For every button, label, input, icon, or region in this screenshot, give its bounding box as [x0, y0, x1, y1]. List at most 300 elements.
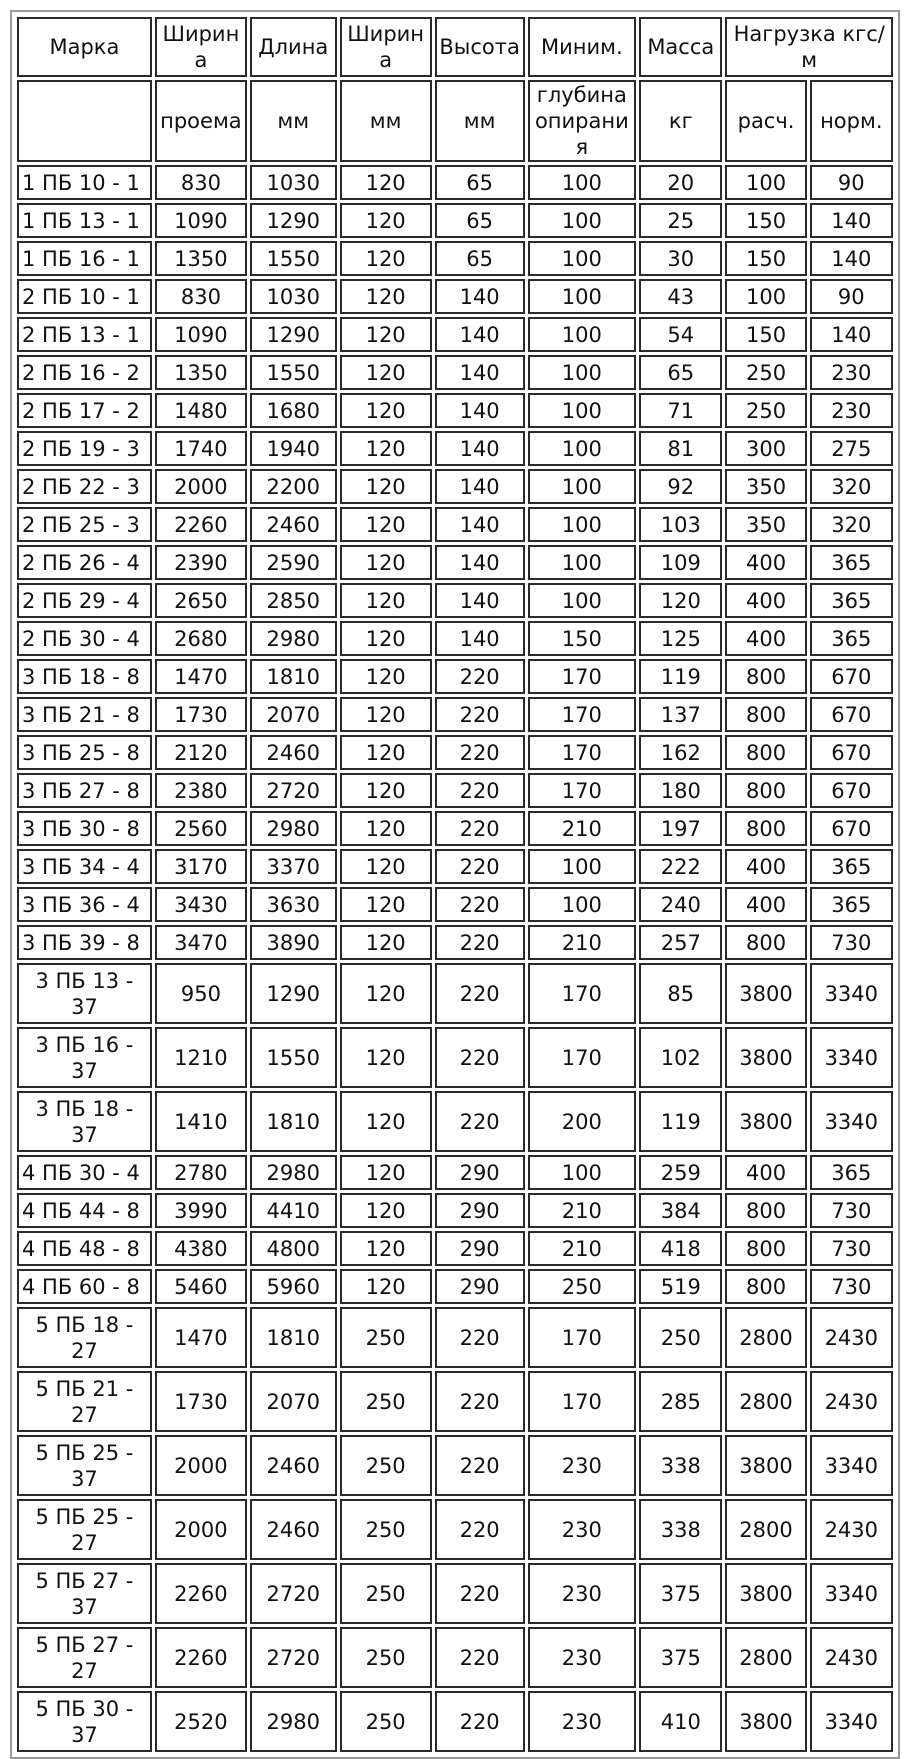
table-row [17, 887, 893, 922]
table-row [17, 697, 893, 732]
header-cell: Длина [250, 17, 337, 77]
table-cell: 320 [810, 507, 893, 542]
spec-table-container [10, 10, 900, 1759]
table-row [17, 1627, 893, 1688]
mark-cell: 3 ПБ 18 - 37 [17, 1091, 152, 1152]
table-cell: 950 [155, 963, 247, 1024]
table-cell: 2200 [250, 469, 337, 504]
table-cell: 100 [528, 393, 637, 428]
table-cell: 365 [810, 887, 893, 922]
table-cell: 2800 [725, 1371, 806, 1432]
table-cell: 350 [725, 469, 806, 504]
table-cell: 30 [639, 241, 722, 276]
table-cell: 375 [639, 1627, 722, 1688]
table-cell: 1730 [155, 1371, 247, 1432]
table-cell: 100 [528, 849, 637, 884]
table-cell: 1940 [250, 431, 337, 466]
table-cell: 3340 [810, 963, 893, 1024]
table-row [17, 393, 893, 428]
table-cell: 230 [528, 1627, 637, 1688]
header-row-1 [17, 17, 893, 77]
table-cell: 250 [528, 1269, 637, 1304]
table-row [17, 1027, 893, 1088]
table-cell: 365 [810, 1155, 893, 1190]
table-cell: 1740 [155, 431, 247, 466]
table-cell: 100 [528, 469, 637, 504]
table-row [17, 773, 893, 808]
table-cell: 220 [435, 811, 525, 846]
table-cell: 800 [725, 811, 806, 846]
table-cell: 2850 [250, 583, 337, 618]
table-cell: 800 [725, 1193, 806, 1228]
table-cell: 197 [639, 811, 722, 846]
table-cell: 100 [528, 241, 637, 276]
table-cell: 3340 [810, 1691, 893, 1752]
table-cell: 2680 [155, 621, 247, 656]
table-row [17, 1193, 893, 1228]
table-row [17, 355, 893, 390]
mark-cell: 3 ПБ 39 - 8 [17, 925, 152, 960]
table-cell: 1030 [250, 165, 337, 200]
header-cell: расч. [725, 80, 806, 162]
table-cell: 230 [528, 1435, 637, 1496]
table-cell: 2980 [250, 621, 337, 656]
table-cell: 220 [435, 1563, 525, 1624]
table-cell: 3470 [155, 925, 247, 960]
table-cell: 250 [340, 1435, 432, 1496]
table-row [17, 165, 893, 200]
table-cell: 220 [435, 1027, 525, 1088]
table-cell: 1470 [155, 659, 247, 694]
table-row [17, 1371, 893, 1432]
table-cell: 250 [340, 1627, 432, 1688]
table-cell: 3340 [810, 1091, 893, 1152]
table-cell: 670 [810, 697, 893, 732]
table-cell: 65 [435, 241, 525, 276]
mark-cell: 3 ПБ 18 - 8 [17, 659, 152, 694]
header-cell: глубина опирания [528, 80, 637, 162]
table-cell: 2780 [155, 1155, 247, 1190]
table-cell: 2000 [155, 1499, 247, 1560]
table-cell: 250 [340, 1563, 432, 1624]
table-cell: 140 [435, 279, 525, 314]
table-row [17, 545, 893, 580]
table-cell: 3890 [250, 925, 337, 960]
table-row [17, 1499, 893, 1560]
table-row [17, 1155, 893, 1190]
table-cell: 800 [725, 735, 806, 770]
table-cell: 1550 [250, 355, 337, 390]
table-row [17, 507, 893, 542]
header-cell: кг [639, 80, 722, 162]
table-cell: 150 [725, 317, 806, 352]
table-cell: 1030 [250, 279, 337, 314]
table-cell: 150 [528, 621, 637, 656]
table-cell: 220 [435, 1435, 525, 1496]
table-cell: 290 [435, 1269, 525, 1304]
table-cell: 2720 [250, 1627, 337, 1688]
table-cell: 2120 [155, 735, 247, 770]
mark-cell: 3 ПБ 36 - 4 [17, 887, 152, 922]
mark-cell: 2 ПБ 19 - 3 [17, 431, 152, 466]
table-cell: 140 [810, 203, 893, 238]
table-cell: 120 [340, 507, 432, 542]
table-cell: 230 [810, 393, 893, 428]
mark-cell: 4 ПБ 30 - 4 [17, 1155, 152, 1190]
header-cell: Марка [17, 17, 152, 77]
table-row [17, 583, 893, 618]
table-cell: 3630 [250, 887, 337, 922]
table-row [17, 849, 893, 884]
table-cell: 170 [528, 1027, 637, 1088]
table-cell: 220 [435, 1499, 525, 1560]
table-cell: 65 [435, 203, 525, 238]
table-cell: 3170 [155, 849, 247, 884]
table-cell: 137 [639, 697, 722, 732]
table-cell: 103 [639, 507, 722, 542]
table-cell: 120 [340, 1269, 432, 1304]
table-cell: 220 [435, 735, 525, 770]
table-cell: 140 [435, 393, 525, 428]
table-cell: 100 [528, 431, 637, 466]
mark-cell: 2 ПБ 16 - 2 [17, 355, 152, 390]
table-row [17, 1091, 893, 1152]
table-cell: 81 [639, 431, 722, 466]
table-cell: 2460 [250, 735, 337, 770]
table-cell: 140 [435, 545, 525, 580]
table-cell: 2800 [725, 1499, 806, 1560]
table-row [17, 431, 893, 466]
table-cell: 800 [725, 659, 806, 694]
table-cell: 120 [340, 317, 432, 352]
mark-cell: 2 ПБ 13 - 1 [17, 317, 152, 352]
table-cell: 800 [725, 925, 806, 960]
table-cell: 670 [810, 773, 893, 808]
table-cell: 250 [340, 1371, 432, 1432]
table-cell: 120 [340, 545, 432, 580]
mark-cell: 1 ПБ 16 - 1 [17, 241, 152, 276]
table-cell: 800 [725, 1269, 806, 1304]
table-cell: 2800 [725, 1627, 806, 1688]
table-cell: 2390 [155, 545, 247, 580]
table-cell: 240 [639, 887, 722, 922]
header-cell: норм. [810, 80, 893, 162]
table-cell: 1470 [155, 1307, 247, 1368]
table-cell: 2260 [155, 1563, 247, 1624]
table-cell: 230 [810, 355, 893, 390]
table-cell: 3800 [725, 1691, 806, 1752]
table-cell: 2460 [250, 1499, 337, 1560]
mark-cell: 4 ПБ 60 - 8 [17, 1269, 152, 1304]
table-cell: 365 [810, 849, 893, 884]
mark-cell: 3 ПБ 16 - 37 [17, 1027, 152, 1088]
table-cell: 120 [340, 925, 432, 960]
table-cell: 2980 [250, 811, 337, 846]
table-cell: 120 [340, 963, 432, 1024]
table-cell: 400 [725, 583, 806, 618]
table-cell: 3990 [155, 1193, 247, 1228]
table-cell: 140 [435, 469, 525, 504]
table-cell: 400 [725, 1155, 806, 1190]
table-cell: 290 [435, 1193, 525, 1228]
table-cell: 120 [340, 203, 432, 238]
table-cell: 120 [340, 1231, 432, 1266]
table-cell: 90 [810, 165, 893, 200]
table-cell: 2800 [725, 1307, 806, 1368]
table-cell: 3340 [810, 1563, 893, 1624]
table-cell: 90 [810, 279, 893, 314]
table-row [17, 1435, 893, 1496]
table-cell: 2720 [250, 1563, 337, 1624]
table-cell: 1290 [250, 963, 337, 1024]
table-cell: 140 [435, 317, 525, 352]
table-cell: 2430 [810, 1499, 893, 1560]
table-cell: 3370 [250, 849, 337, 884]
table-cell: 210 [528, 1231, 637, 1266]
mark-cell: 5 ПБ 27 - 37 [17, 1563, 152, 1624]
table-cell: 220 [435, 887, 525, 922]
table-cell: 1810 [250, 1307, 337, 1368]
table-cell: 3800 [725, 963, 806, 1024]
table-cell: 400 [725, 887, 806, 922]
table-cell: 220 [435, 963, 525, 1024]
table-cell: 1550 [250, 1027, 337, 1088]
table-cell: 100 [528, 507, 637, 542]
table-cell: 71 [639, 393, 722, 428]
table-cell: 2430 [810, 1627, 893, 1688]
table-cell: 100 [528, 279, 637, 314]
mark-cell: 5 ПБ 27 - 27 [17, 1627, 152, 1688]
table-row [17, 659, 893, 694]
header-cell: Ширина [155, 17, 247, 77]
table-cell: 400 [725, 621, 806, 656]
table-cell: 120 [340, 469, 432, 504]
mark-cell: 5 ПБ 25 - 37 [17, 1435, 152, 1496]
table-row [17, 925, 893, 960]
table-cell: 65 [639, 355, 722, 390]
table-cell: 109 [639, 545, 722, 580]
table-cell: 100 [528, 583, 637, 618]
table-cell: 1290 [250, 317, 337, 352]
table-cell: 120 [340, 697, 432, 732]
table-row [17, 811, 893, 846]
mark-cell: 2 ПБ 26 - 4 [17, 545, 152, 580]
table-row [17, 469, 893, 504]
table-cell: 2460 [250, 507, 337, 542]
table-cell: 730 [810, 1231, 893, 1266]
table-cell: 2070 [250, 697, 337, 732]
table-cell: 140 [810, 241, 893, 276]
table-cell: 220 [435, 1691, 525, 1752]
table-row [17, 1307, 893, 1368]
table-cell: 250 [725, 355, 806, 390]
table-cell: 120 [340, 849, 432, 884]
table-cell: 230 [528, 1499, 637, 1560]
header-cell: Высота [435, 17, 525, 77]
table-cell: 25 [639, 203, 722, 238]
table-row [17, 241, 893, 276]
table-cell: 170 [528, 963, 637, 1024]
table-cell: 170 [528, 735, 637, 770]
mark-cell: 5 ПБ 25 - 27 [17, 1499, 152, 1560]
table-cell: 3800 [725, 1091, 806, 1152]
table-cell: 170 [528, 1371, 637, 1432]
table-cell: 140 [435, 507, 525, 542]
table-cell: 2380 [155, 773, 247, 808]
table-cell: 730 [810, 1269, 893, 1304]
table-cell: 1350 [155, 355, 247, 390]
header-cell: мм [340, 80, 432, 162]
table-cell: 100 [528, 165, 637, 200]
table-cell: 4800 [250, 1231, 337, 1266]
mark-cell: 3 ПБ 34 - 4 [17, 849, 152, 884]
mark-cell: 3 ПБ 30 - 8 [17, 811, 152, 846]
table-cell: 285 [639, 1371, 722, 1432]
table-cell: 100 [528, 355, 637, 390]
mark-cell: 4 ПБ 44 - 8 [17, 1193, 152, 1228]
table-cell: 365 [810, 545, 893, 580]
table-cell: 1350 [155, 241, 247, 276]
table-row [17, 1231, 893, 1266]
mark-cell: 1 ПБ 10 - 1 [17, 165, 152, 200]
mark-cell: 3 ПБ 21 - 8 [17, 697, 152, 732]
table-cell: 100 [528, 203, 637, 238]
table-cell: 170 [528, 697, 637, 732]
table-cell: 1730 [155, 697, 247, 732]
table-cell: 3430 [155, 887, 247, 922]
table-cell: 290 [435, 1155, 525, 1190]
table-cell: 257 [639, 925, 722, 960]
table-cell: 100 [528, 317, 637, 352]
table-cell: 120 [340, 241, 432, 276]
table-cell: 3800 [725, 1027, 806, 1088]
table-cell: 170 [528, 773, 637, 808]
header-cell: мм [435, 80, 525, 162]
table-cell: 400 [725, 545, 806, 580]
table-cell: 140 [435, 355, 525, 390]
header-cell: Ширина [340, 17, 432, 77]
table-cell: 170 [528, 1307, 637, 1368]
table-cell: 2000 [155, 469, 247, 504]
table-cell: 100 [528, 1155, 637, 1190]
table-cell: 230 [528, 1691, 637, 1752]
table-cell: 2070 [250, 1371, 337, 1432]
table-cell: 120 [340, 1091, 432, 1152]
mark-cell: 2 ПБ 29 - 4 [17, 583, 152, 618]
table-cell: 100 [725, 165, 806, 200]
table-cell: 3340 [810, 1435, 893, 1496]
table-cell: 1290 [250, 203, 337, 238]
table-cell: 1480 [155, 393, 247, 428]
table-cell: 120 [639, 583, 722, 618]
table-cell: 65 [435, 165, 525, 200]
table-cell: 210 [528, 1193, 637, 1228]
table-cell: 120 [340, 1027, 432, 1088]
table-cell: 830 [155, 279, 247, 314]
mark-cell: 5 ПБ 30 - 37 [17, 1691, 152, 1752]
table-cell: 120 [340, 583, 432, 618]
mark-cell: 2 ПБ 17 - 2 [17, 393, 152, 428]
table-row [17, 1691, 893, 1752]
table-cell: 100 [725, 279, 806, 314]
lintel-spec-table [14, 14, 896, 1755]
table-cell: 200 [528, 1091, 637, 1152]
mark-cell: 2 ПБ 10 - 1 [17, 279, 152, 314]
table-cell: 800 [725, 773, 806, 808]
table-cell: 120 [340, 659, 432, 694]
table-cell: 220 [435, 1371, 525, 1432]
table-cell: 1810 [250, 659, 337, 694]
table-row [17, 279, 893, 314]
table-cell: 180 [639, 773, 722, 808]
mark-cell: 3 ПБ 27 - 8 [17, 773, 152, 808]
table-cell: 120 [340, 811, 432, 846]
table-row [17, 203, 893, 238]
table-cell: 140 [810, 317, 893, 352]
table-cell: 120 [340, 1155, 432, 1190]
table-cell: 250 [725, 393, 806, 428]
table-cell: 102 [639, 1027, 722, 1088]
table-cell: 275 [810, 431, 893, 466]
header-row-2 [17, 80, 893, 162]
table-row [17, 735, 893, 770]
header-cell: Масса [639, 17, 722, 77]
table-cell: 2460 [250, 1435, 337, 1496]
table-cell: 1550 [250, 241, 337, 276]
table-cell: 418 [639, 1231, 722, 1266]
table-cell: 150 [725, 203, 806, 238]
table-cell: 230 [528, 1563, 637, 1624]
table-cell: 20 [639, 165, 722, 200]
table-cell: 2000 [155, 1435, 247, 1496]
table-cell: 670 [810, 811, 893, 846]
table-cell: 125 [639, 621, 722, 656]
mark-cell: 1 ПБ 13 - 1 [17, 203, 152, 238]
table-cell: 2980 [250, 1155, 337, 1190]
table-cell: 220 [435, 659, 525, 694]
table-cell: 3800 [725, 1563, 806, 1624]
table-cell: 120 [340, 735, 432, 770]
table-cell: 250 [340, 1499, 432, 1560]
table-row [17, 621, 893, 656]
header-cell: мм [250, 80, 337, 162]
table-cell: 410 [639, 1691, 722, 1752]
table-cell: 259 [639, 1155, 722, 1190]
table-cell: 140 [435, 583, 525, 618]
table-cell: 1210 [155, 1027, 247, 1088]
table-cell: 320 [810, 469, 893, 504]
table-cell: 2720 [250, 773, 337, 808]
table-cell: 54 [639, 317, 722, 352]
table-cell: 120 [340, 355, 432, 390]
table-cell: 384 [639, 1193, 722, 1228]
table-cell: 2520 [155, 1691, 247, 1752]
table-cell: 2590 [250, 545, 337, 580]
table-cell: 2430 [810, 1307, 893, 1368]
table-cell: 119 [639, 1091, 722, 1152]
table-cell: 350 [725, 507, 806, 542]
table-cell: 120 [340, 773, 432, 808]
table-cell: 100 [528, 545, 637, 580]
table-cell: 120 [340, 1193, 432, 1228]
table-cell: 140 [435, 431, 525, 466]
header-cell [17, 80, 152, 162]
table-cell: 250 [639, 1307, 722, 1368]
table-cell: 150 [725, 241, 806, 276]
table-cell: 3340 [810, 1027, 893, 1088]
table-cell: 220 [435, 697, 525, 732]
table-cell: 2650 [155, 583, 247, 618]
